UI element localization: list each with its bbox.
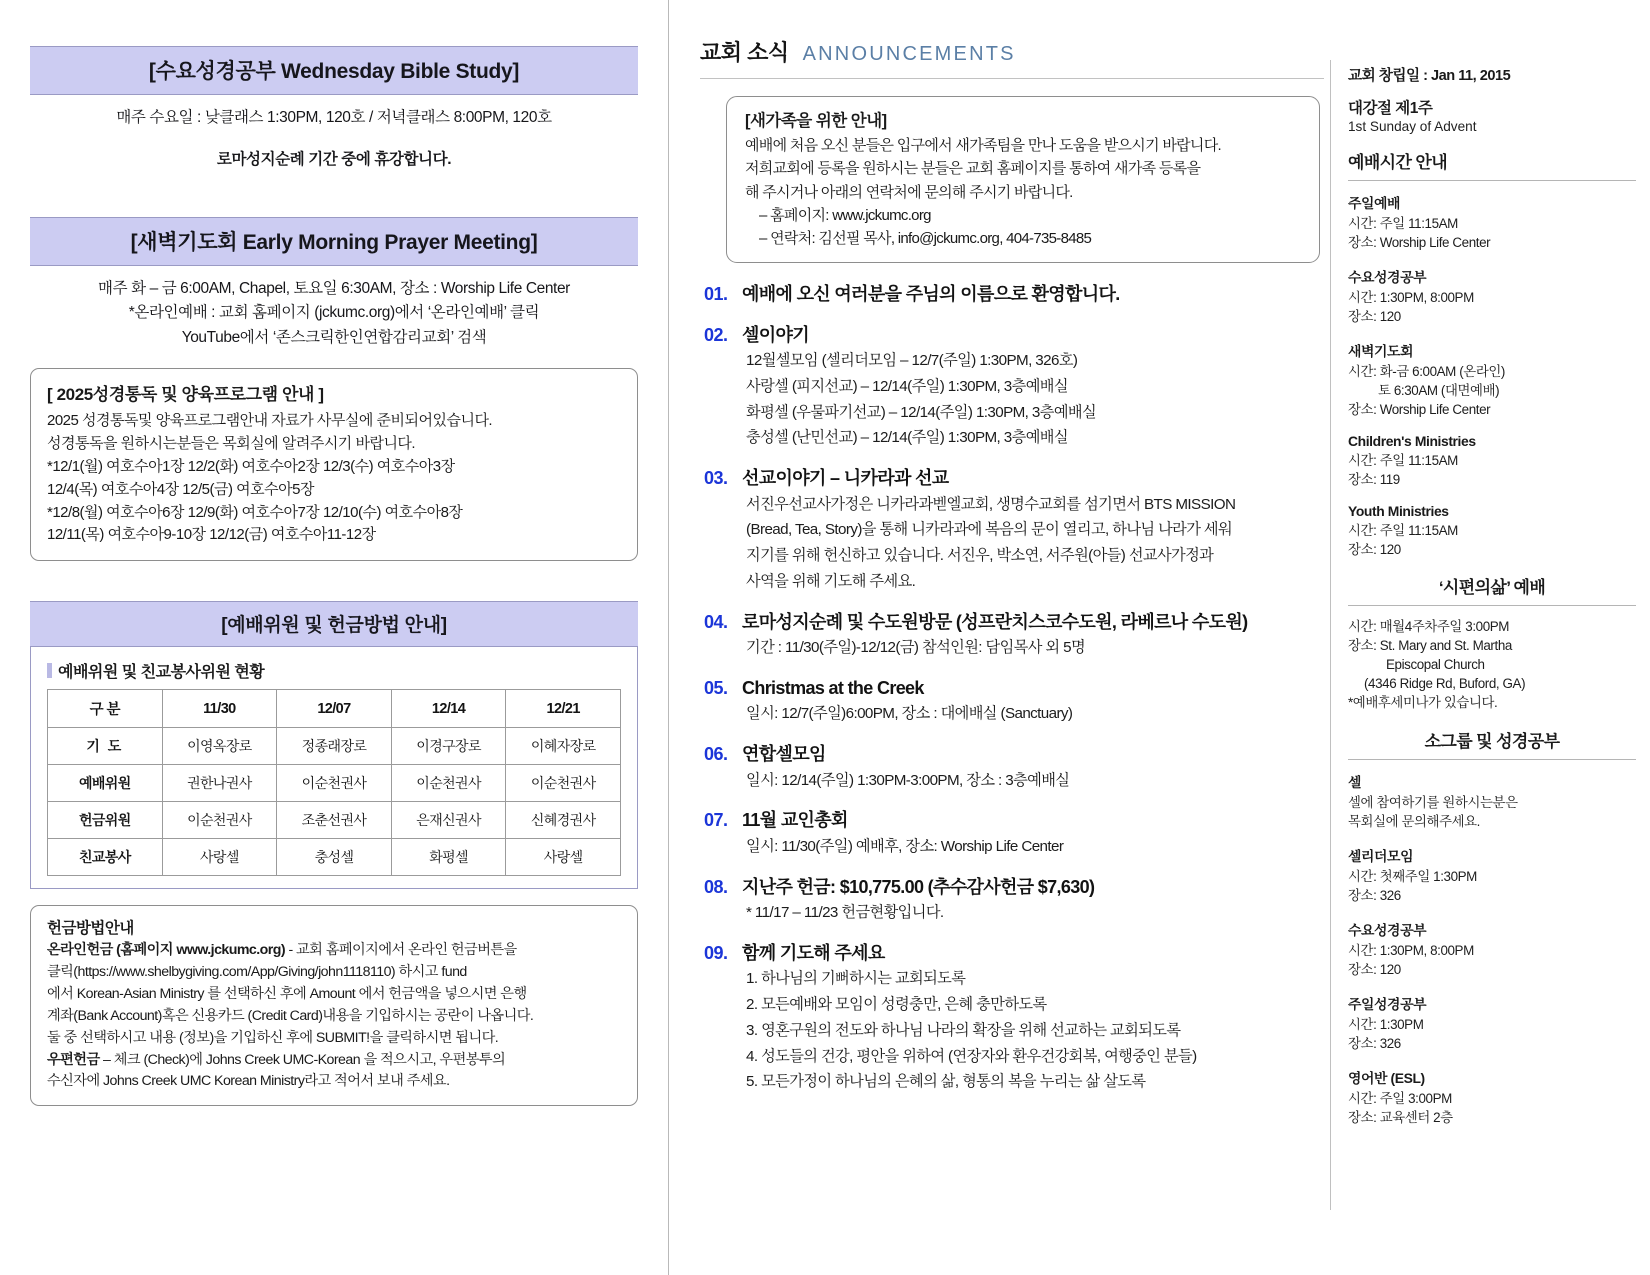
announcement-detail: 기간 : 11/30(주일)-12/12(금) 참석인원: 담임목사 외 5명 <box>746 639 1086 657</box>
list-item <box>704 942 1324 1094</box>
duty-row-2-label: 헌금위원 <box>48 802 163 839</box>
group-line: 장소: Worship Life Center <box>1348 402 1491 418</box>
announcement-title: Christmas at the Creek <box>742 677 924 698</box>
psalm-service-heading: ‘시편의삶’ 예배 <box>1438 578 1546 598</box>
group-line: 장소: 326 <box>1348 887 1401 903</box>
church-founding-date: 교회 창립일 : Jan 11, 2015 <box>1348 68 1511 84</box>
group-line: 시간: 첫째주일 1:30PM <box>1348 868 1477 884</box>
group-line: 장소: 326 <box>1348 1035 1401 1051</box>
duty-row-1-cell-1: 이순천권사 <box>277 765 392 802</box>
new-family-line-1: 예배에 처음 오신 분들은 입구에서 새가족팀을 만나 도움을 받으시기 바랍니다. <box>745 137 1221 154</box>
bible-program-line-2: 성경통독을 원하시는분들은 목회실에 알려주시기 바랍니다. <box>47 435 416 453</box>
group-line: 목회실에 문의해주세요. <box>1348 813 1480 829</box>
announcement-title: 셀이야기 <box>742 324 809 345</box>
announcement-number: 09. <box>704 942 728 963</box>
early-morning-prayer-title: [새벽기도회 Early Morning Prayer Meeting] <box>30 217 638 266</box>
duty-table-caption <box>47 659 621 682</box>
group-line: 장소: 120 <box>1348 961 1401 977</box>
group-name: 셀 <box>1348 773 1362 790</box>
bible-program-line-6: 12/11(목) 여호수아9-10장 12/12(금) 여호수아11-12장 <box>47 526 376 544</box>
announcement-detail: 5. 모든가정이 하나님의 은혜의 삶, 형통의 복을 누리는 삶 살도록 <box>746 1073 1146 1091</box>
giving-methods-box <box>30 905 638 1106</box>
duty-row-3-cell-0: 사랑셀 <box>162 839 277 876</box>
announcement-title: 연합셀모임 <box>742 744 826 765</box>
duty-col-4: 12/21 <box>506 690 621 728</box>
announcements-title-korean: 교회 소식 <box>700 40 789 65</box>
worship-group-sunday <box>1348 192 1636 252</box>
duty-row-2-cell-1: 조춘선권사 <box>277 802 392 839</box>
group-name: 수요성경공부 <box>1348 269 1427 286</box>
announcement-title: 로마성지순례 및 수도원방문 (성프란치스코수도원, 라베르나 수도원) <box>742 611 1248 632</box>
duty-table <box>47 689 621 876</box>
announcement-detail: 1. 하나님의 기뻐하시는 교회되도록 <box>746 970 966 988</box>
list-item <box>704 324 1324 451</box>
duty-row-1-cell-0: 권한나권사 <box>162 765 277 802</box>
left-column <box>0 0 668 1275</box>
psalm-heading-rule <box>1348 605 1636 606</box>
psalm-line: *예배후세미나가 있습니다. <box>1348 695 1498 711</box>
new-family-line-2: 저희교회에 등록을 원하시는 분들은 교회 홈페이지를 통하여 새가족 등록을 <box>745 160 1201 178</box>
worship-group-childrens-ministries <box>1348 433 1636 489</box>
duty-col-1: 11/30 <box>162 690 277 728</box>
list-item <box>704 743 1324 792</box>
group-line: 장소: Worship Life Center <box>1348 235 1491 251</box>
group-name: 수요성경공부 <box>1348 921 1427 938</box>
duty-and-giving-band: [예배위원 및 헌금방법 안내] <box>30 601 638 647</box>
table-row <box>48 765 621 802</box>
giving-line-5: 둘 중 선택하시고 내용 (정보)을 기입하신 후에 SUBMIT!을 클릭하시면 됩니다. <box>47 1029 499 1046</box>
small-group-esl <box>1348 1067 1636 1127</box>
announcement-detail: (Bread, Tea, Story)을 통해 니카라과에 복음의 문이 열리고, 하나님 나라가 세워 <box>746 521 1233 539</box>
new-family-line-3: 해 주시거나 아래의 연락처에 문의해 주시기 바랍니다. <box>745 183 1073 201</box>
psalm-line: Episcopal Church <box>1386 657 1485 673</box>
announcement-detail: 화평셀 (우물파기선교) – 12/14(주일) 1:30PM, 3층예배실 <box>746 403 1097 421</box>
group-line: 장소: 120 <box>1348 309 1401 325</box>
new-family-website: – 홈페이지: www.jckumc.org <box>759 206 931 224</box>
duty-col-2: 12/07 <box>277 690 392 728</box>
morning-line-1: 매주 화 – 금 6:00AM, Chapel, 토요일 6:30AM, 장소 : Worship Life Center <box>98 279 570 297</box>
announcement-list <box>704 283 1324 1094</box>
group-line: 시간: 주일 11:15AM <box>1348 216 1458 231</box>
wednesday-bible-study-body <box>30 106 638 173</box>
giving-line-3: 에서 Korean-Asian Ministry 를 선택하신 후에 Amount 에서 헌금액을 넣으시면 은행 <box>47 985 527 1002</box>
morning-line-2: *온라인예배 : 교회 홈페이지 (jckumc.org)에서 ‘온라인예배’ 클릭 <box>128 304 540 322</box>
group-line: 시간: 1:30PM <box>1348 1016 1424 1032</box>
announcement-detail: 3. 영혼구원의 전도와 하나님 나라의 확장을 위해 선교하는 교회되도록 <box>746 1021 1181 1039</box>
announcement-number: 05. <box>704 677 728 698</box>
giving-mail-rest: – 체크 (Check)에 Johns Creek UMC-Korean 을 적으시고, 우편봉투의 <box>99 1051 506 1068</box>
worship-times-heading: 예배시간 안내 <box>1348 153 1448 172</box>
group-line: 시간: 주일 11:15AM <box>1348 453 1458 469</box>
list-item <box>704 677 1324 726</box>
psalm-line: (4346 Ridge Rd, Buford, GA) <box>1364 676 1526 692</box>
giving-online-label: 온라인헌금 (홈페이지 www.jckumc.org) <box>47 942 286 959</box>
small-group-sunday-study <box>1348 993 1636 1053</box>
worship-group-dawn-prayer <box>1348 340 1636 419</box>
giving-line-2: 클릭(https://www.shelbygiving.com/App/Giving/john1118110) 하시고 fund <box>47 964 467 981</box>
announcement-detail: 일시: 12/7(주일)6:00PM, 장소 : 대에배실 (Sanctuary) <box>746 705 1073 723</box>
announcement-detail: 일시: 11/30(주일) 예배후, 장소: Worship Life Center <box>746 837 1064 855</box>
announcement-detail: * 11/17 – 11/23 헌금현황입니다. <box>746 903 944 921</box>
bible-program-title: [ 2025성경통독 및 양육프로그램 안내 ] <box>47 385 324 405</box>
duty-row-1-cell-2: 이순천권사 <box>391 765 506 802</box>
advent-week-english: 1st Sunday of Advent <box>1348 119 1477 134</box>
duty-row-0-cell-1: 정종래장로 <box>277 728 392 765</box>
table-row <box>48 839 621 876</box>
announcement-title: 11월 교인총회 <box>742 810 848 831</box>
bullet-tick-icon <box>47 663 52 678</box>
duty-col-3: 12/14 <box>391 690 506 728</box>
psalm-line: 장소: St. Mary and St. Martha <box>1348 638 1512 654</box>
duty-row-0-cell-0: 이영옥장로 <box>162 728 277 765</box>
duty-caption-text: 예배위원 및 친교봉사위원 현황 <box>58 664 265 682</box>
announcement-number: 01. <box>704 284 728 305</box>
giving-line-4: 계좌(Bank Account)혹은 신용카드 (Credit Card)내용을 기입하시는 공란이 나옵니다. <box>47 1007 534 1024</box>
giving-line-7: 수신자에 Johns Creek UMC Korean Ministry라고 적어서 보내 주세요. <box>47 1073 450 1090</box>
announcement-detail: 4. 성도들의 건강, 평안을 위하여 (연장자와 환우건강회복, 여행중인 분들) <box>746 1047 1197 1065</box>
giving-online-line <box>47 940 623 962</box>
new-family-box <box>726 96 1320 263</box>
duty-row-0-cell-2: 이경구장로 <box>391 728 506 765</box>
announcement-number: 04. <box>704 611 728 632</box>
list-item <box>704 283 1324 306</box>
advent-week-korean: 대강절 제1주 <box>1348 100 1433 117</box>
duty-row-0-cell-3: 이혜자장로 <box>506 728 621 765</box>
duty-table-wrap <box>30 647 638 889</box>
info-sidebar <box>1330 0 1650 1275</box>
duty-row-3-cell-1: 충성셀 <box>277 839 392 876</box>
group-line: 시간: 주일 3:00PM <box>1348 1090 1452 1106</box>
giving-online-rest: - 교회 홈페이지에서 온라인 헌금버튼을 <box>285 942 517 959</box>
announcement-number: 06. <box>704 744 728 765</box>
group-line: 장소: 119 <box>1348 472 1400 488</box>
wednesday-line-2: 로마성지순례 기간 중에 휴강합니다. <box>216 151 452 169</box>
announcement-detail: 충성셀 (난민선교) – 12/14(주일) 1:30PM, 3층예배실 <box>746 429 1068 447</box>
group-line: 장소: 교육센터 2층 <box>1348 1109 1453 1125</box>
group-name: 주일예배 <box>1348 195 1401 211</box>
table-row <box>48 728 621 765</box>
duty-row-3-cell-3: 사랑셀 <box>506 839 621 876</box>
psalm-service-details <box>1348 617 1636 712</box>
group-line: 셀에 참여하기를 원하시는분은 <box>1348 794 1518 810</box>
announcement-detail: 12월셀모임 (셀리더모임 – 12/7(주일) 1:30PM, 326호) <box>746 352 1078 370</box>
group-name: 주일성경공부 <box>1348 995 1427 1012</box>
bible-program-line-4: 12/4(목) 여호수아4장 12/5(금) 여호수아5장 <box>47 480 314 498</box>
worship-group-wednesday <box>1348 266 1636 326</box>
group-line: 시간: 1:30PM, 8:00PM <box>1348 942 1474 958</box>
duty-row-3-cell-2: 화평셀 <box>391 839 506 876</box>
group-line: 시간: 화-금 6:00AM (온라인) <box>1348 364 1505 380</box>
group-line: 시간: 주일 11:15AM <box>1348 523 1458 539</box>
group-line: 시간: 1:30PM, 8:00PM <box>1348 290 1474 306</box>
small-group-heading: 소그룹 및 성경공부 <box>1424 731 1560 751</box>
duty-col-0: 구 분 <box>48 690 163 728</box>
announcement-detail: 지기를 위해 헌신하고 있습니다. 서진우, 박소연, 서주원(아들) 선교사가정과 <box>746 547 1214 565</box>
announcement-detail: 사역을 위해 기도해 주세요. <box>746 573 916 590</box>
announcement-detail: 일시: 12/14(주일) 1:30PM-3:00PM, 장소 : 3층예배실 <box>746 771 1070 789</box>
list-item <box>704 809 1324 858</box>
giving-mail-line <box>47 1050 623 1072</box>
bible-program-line-3: *12/1(월) 여호수아1장 12/2(화) 여호수아2장 12/3(수) 여호수아3장 <box>47 458 455 476</box>
giving-title: 헌금방법안내 <box>47 920 134 938</box>
bible-reading-program-box <box>30 368 638 561</box>
group-line: 장소: 120 <box>1348 542 1401 558</box>
group-name: Youth Ministries <box>1348 503 1449 520</box>
new-family-contact: – 연락처: 김선필 목사, info@jckumc.org, 404-735-8485 <box>759 230 1092 247</box>
group-name: Children's Ministries <box>1348 433 1476 450</box>
bible-program-line-5: *12/8(월) 여호수아6장 12/9(화) 여호수아7장 12/10(수) 여호수아8장 <box>47 503 463 521</box>
giving-mail-label: 우편헌금 <box>47 1051 100 1068</box>
announcements-column <box>668 0 1330 1275</box>
announcement-detail: 사랑셀 (피지선교) – 12/14(주일) 1:30PM, 3층예배실 <box>746 377 1068 395</box>
table-row <box>48 802 621 839</box>
group-line: 토 6:30AM (대면예배) <box>1378 383 1500 399</box>
psalm-line: 시간: 매월4주차주일 3:00PM <box>1348 619 1510 635</box>
group-name: 영어반 (ESL) <box>1348 1069 1425 1086</box>
announcement-number: 03. <box>704 468 728 489</box>
duty-row-1-cell-3: 이순천권사 <box>506 765 621 802</box>
announcement-title: 선교이야기 – 니카라과 선교 <box>742 468 949 489</box>
worship-group-youth-ministries <box>1348 503 1636 559</box>
announcement-title: 지난주 헌금: $10,775.00 (추수감사헌금 $7,630) <box>742 876 1095 897</box>
announcements-header-rule <box>700 78 1324 79</box>
announcement-number: 02. <box>704 324 728 345</box>
new-family-title: [새가족을 위한 안내] <box>745 112 887 130</box>
worship-heading-rule <box>1348 180 1636 181</box>
list-item <box>704 611 1324 660</box>
duty-row-2-cell-2: 은재신권사 <box>391 802 506 839</box>
duty-row-2-cell-0: 이순천권사 <box>162 802 277 839</box>
small-group-cell <box>1348 771 1636 831</box>
announcements-header <box>696 0 1330 78</box>
duty-row-3-label: 친교봉사 <box>48 839 163 876</box>
table-header-row <box>48 690 621 728</box>
duty-row-2-cell-3: 신혜경권사 <box>506 802 621 839</box>
duty-row-1-label: 예배위원 <box>48 765 163 802</box>
announcement-detail: 서진우선교사가정은 니카라과벧엘교회, 생명수교회를 섬기면서 BTS MISSION <box>746 495 1236 513</box>
small-group-heading-rule <box>1348 759 1636 760</box>
group-name: 새벽기도회 <box>1348 343 1414 360</box>
announcement-number: 07. <box>704 810 728 831</box>
announcement-number: 08. <box>704 876 728 897</box>
wednesday-bible-study-title: [수요성경공부 Wednesday Bible Study] <box>30 46 638 95</box>
small-group-cell-leader <box>1348 845 1636 905</box>
announcement-title: 함께 기도해 주세요 <box>742 942 885 963</box>
announcement-title: 예배에 오신 여러분을 주님의 이름으로 환영합니다. <box>742 284 1120 305</box>
wednesday-line-1: 매주 수요일 : 낮클래스 1:30PM, 120호 / 저녁클래스 8:00PM, 120호 <box>116 109 552 126</box>
group-name: 셀리더모임 <box>1348 847 1414 864</box>
small-group-wednesday-study <box>1348 919 1636 979</box>
duty-row-0-label: 기 도 <box>48 728 163 765</box>
morning-line-3: YouTube에서 ‘존스크릭한인연합감리교회’ 검색 <box>181 328 487 346</box>
announcement-detail: 2. 모든예배와 모임이 성령충만, 은혜 충만하도록 <box>746 995 1047 1013</box>
bible-program-line-1: 2025 성경통독및 양육프로그램안내 자료가 사무실에 준비되어있습니다. <box>47 412 493 430</box>
list-item <box>704 467 1324 594</box>
early-morning-prayer-body <box>30 277 638 350</box>
announcements-title-english: ANNOUNCEMENTS <box>802 43 1016 65</box>
list-item <box>704 876 1324 925</box>
